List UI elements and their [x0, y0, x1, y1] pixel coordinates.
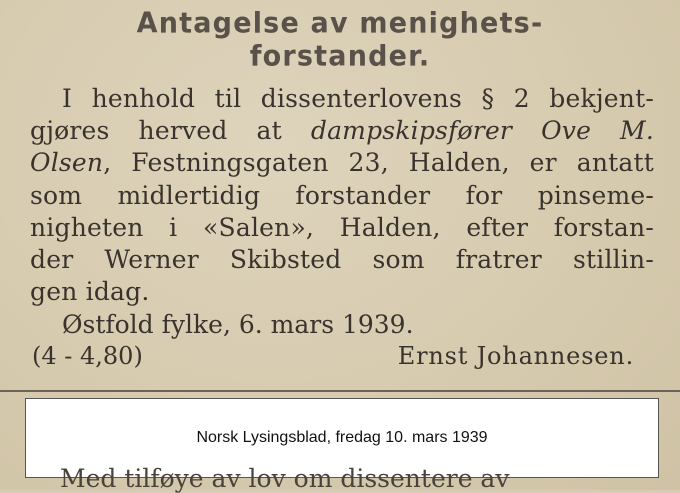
- column-divider: [0, 390, 680, 392]
- next-article-text: Med tilføye av lov om dissentere av: [60, 464, 510, 493]
- headline-line-2: forstander.: [249, 40, 431, 73]
- body-line-2-plain: gjøres herved at: [30, 116, 311, 145]
- body-line-3: [30, 148, 654, 177]
- signer-name: Ernst Johannesen.: [397, 342, 634, 370]
- body-line-6: der Werner Skibsted som fratrer stillin-: [30, 245, 654, 274]
- body-line-2: [30, 116, 654, 145]
- body-line-4: som midlertidig forstander for pinseme-: [30, 181, 654, 210]
- reference-number: (4 - 4,80): [32, 342, 143, 370]
- body-line-3-italic: Olsen: [30, 148, 104, 177]
- body-line-7: gen idag.: [30, 277, 150, 306]
- headline-line-1: Antagelse av menighets-: [136, 7, 544, 40]
- place-date: Østfold fylke, 6. mars 1939.: [62, 310, 414, 339]
- body-line-5: nigheten i «Salen», Halden, efter forstan-: [30, 213, 654, 242]
- body-line-2-italic: dampskipsfører Ove M.: [310, 116, 655, 145]
- caption-text: Norsk Lysingsblad, fredag 10. mars 1939: [196, 429, 488, 446]
- next-article-partial: [60, 464, 680, 493]
- body-line-1: I henhold til dissenterlovens § 2 bekjent-: [62, 84, 654, 113]
- body-line-3-plain: , Festningsgaten 23, Halden, er antatt: [103, 148, 654, 177]
